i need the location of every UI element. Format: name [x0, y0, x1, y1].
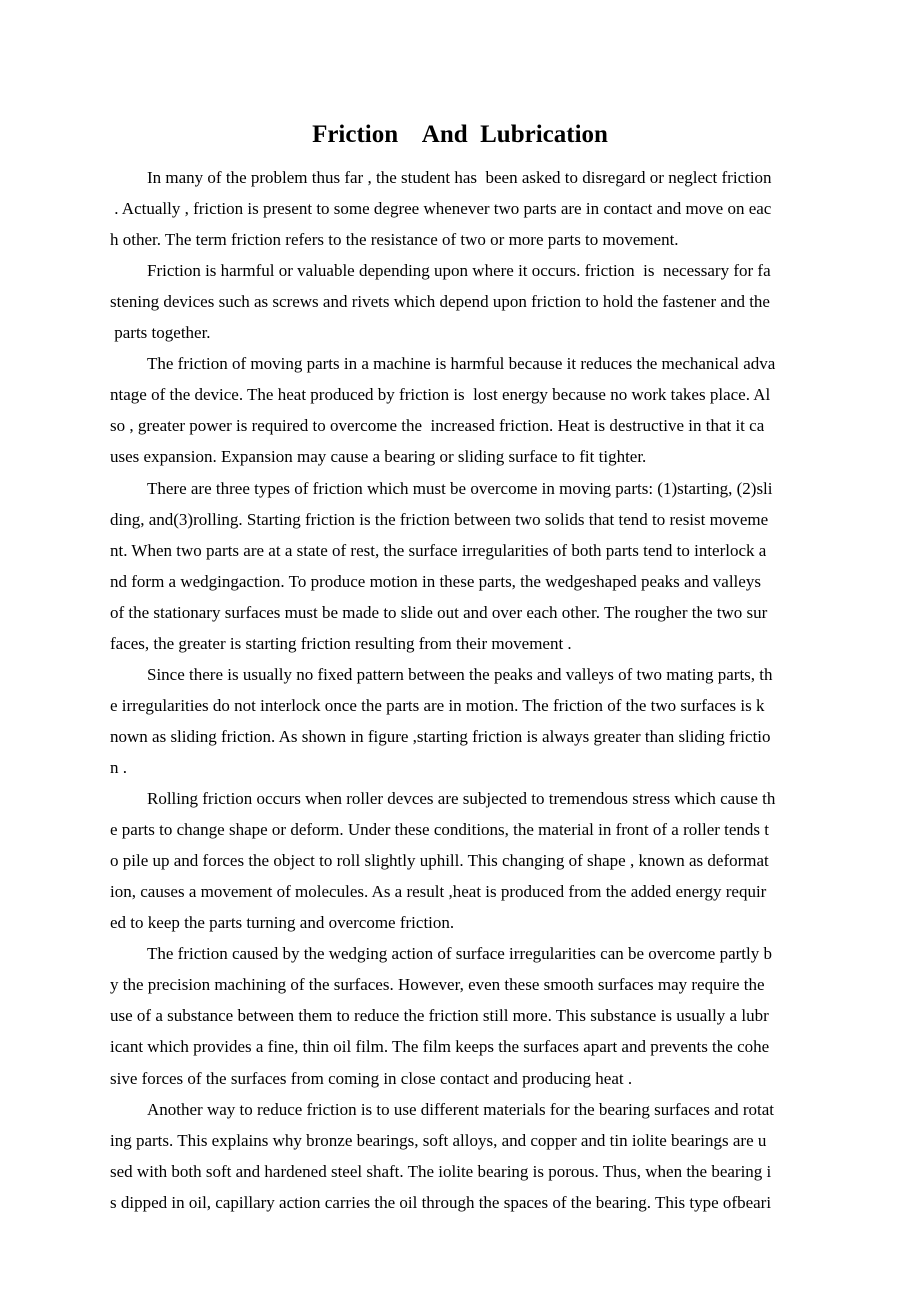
text-line: nt. When two parts are at a state of rest, the surface irregularities of both parts tend to interlock a: [110, 540, 767, 560]
text-line: sive forces of the surfaces from coming in close contact and producing heat .: [110, 1068, 633, 1088]
text-line: nd form a wedgingaction. To produce motion in these parts, the wedgeshaped peaks and valleys: [110, 571, 761, 591]
paragraph-first-line: Friction is harmful or valuable depending upon where it occurs. friction is necessary for fa: [147, 261, 771, 281]
text-line: icant which provides a fine, thin oil film. The film keeps the surfaces apart and prevents the cohe: [110, 1037, 770, 1057]
text-line: parts together.: [110, 323, 211, 343]
paragraph-first-line: The friction caused by the wedging action of surface irregularities can be overcome partly b: [147, 944, 772, 964]
text-line: sed with both soft and hardened steel shaft. The iolite bearing is porous. Thus, when the bearing i: [110, 1161, 772, 1181]
text-line: e parts to change shape or deform. Under these conditions, the material in front of a roller tends t: [110, 820, 770, 840]
text-line: use of a substance between them to reduce the friction still more. This substance is usually a lubr: [110, 1006, 769, 1026]
text-line: ing parts. This explains why bronze bearings, soft alloys, and copper and tin iolite bearings are u: [110, 1130, 767, 1150]
text-line: of the stationary surfaces must be made to slide out and over each other. The rougher the two sur: [110, 602, 768, 622]
paragraph-first-line: There are three types of friction which must be overcome in moving parts: (1)starting, (2)sli: [147, 478, 773, 498]
text-line: uses expansion. Expansion may cause a bearing or sliding surface to fit tighter.: [110, 447, 647, 467]
page-title: Friction And Lubrication: [312, 121, 608, 148]
text-line: h other. The term friction refers to the resistance of two or more parts to movement.: [110, 230, 679, 250]
text-line: n .: [110, 758, 127, 777]
text-line: e irregularities do not interlock once the parts are in motion. The friction of the two surfaces is k: [110, 695, 765, 715]
text-line: y the precision machining of the surfaces. However, even these smooth surfaces may require the: [110, 975, 765, 995]
text-line: ding, and(3)rolling. Starting friction is the friction between two solids that tend to resist moveme: [110, 509, 769, 529]
paragraph-first-line: Rolling friction occurs when roller devces are subjected to tremendous stress which cause th: [147, 789, 776, 808]
text-line: ed to keep the parts turning and overcome friction.: [110, 913, 455, 933]
text-line: ntage of the device. The heat produced by friction is lost energy because no work takes place. Al: [110, 385, 771, 405]
paragraph-first-line: In many of the problem thus far , the student has been asked to disregard or neglect friction: [147, 168, 772, 187]
text-line: s dipped in oil, capillary action carries the oil through the spaces of the bearing. This type ofbeari: [110, 1192, 772, 1212]
text-line: . Actually , friction is present to some degree whenever two parts are in contact and move on eac: [110, 199, 772, 219]
text-line: ion, causes a movement of molecules. As a result ,heat is produced from the added energy requir: [110, 882, 767, 902]
text-line: faces, the greater is starting friction resulting from their movement .: [110, 633, 572, 653]
paragraph-first-line: The friction of moving parts in a machine is harmful because it reduces the mechanical adva: [147, 354, 776, 374]
text-line: so , greater power is required to overcome the increased friction. Heat is destructive in that it ca: [110, 416, 765, 436]
text-line: nown as sliding friction. As shown in figure ,starting friction is always greater than sliding frictio: [110, 726, 771, 746]
paragraph-first-line: Another way to reduce friction is to use different materials for the bearing surfaces and rotat: [147, 1099, 775, 1119]
text-line: stening devices such as screws and rivets which depend upon friction to hold the fastener and the: [110, 292, 770, 312]
paragraph-first-line: Since there is usually no fixed pattern between the peaks and valleys of two mating parts, th: [147, 664, 773, 684]
text-line: o pile up and forces the object to roll slightly uphill. This changing of shape , known as deformat: [110, 851, 769, 871]
